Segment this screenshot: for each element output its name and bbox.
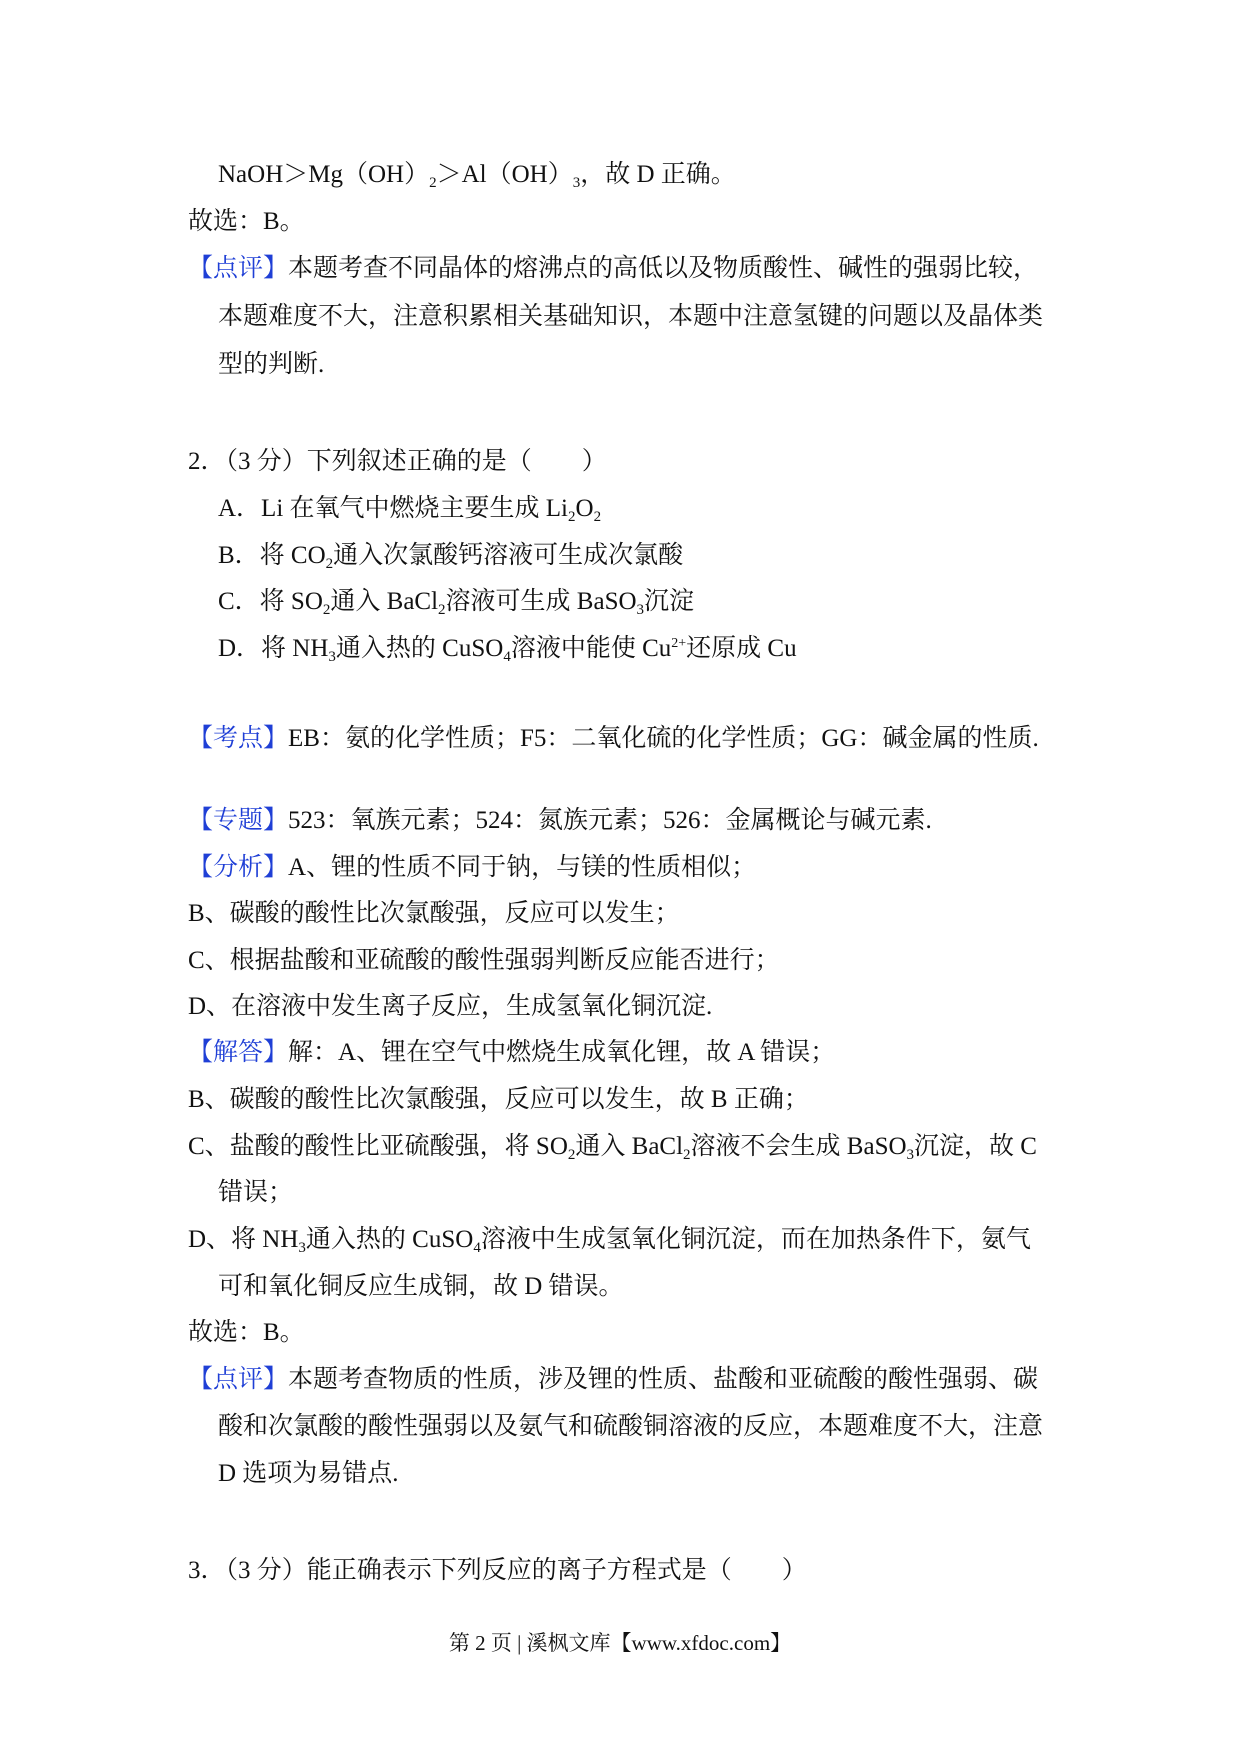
answer-choice-2: 故选：B。: [188, 1319, 305, 1346]
text: C．将 SO: [218, 588, 323, 615]
zhuanti-tag: 【专题】: [188, 807, 289, 834]
comment-text: 本题考查不同晶体的熔沸点的高低以及物质酸性、碱性的强弱比较，: [288, 255, 1039, 282]
fenxi-line-3: C、根据盐酸和亚硫酸的酸性强弱判断反应能否进行；: [188, 947, 780, 974]
text: 溶液不会生成 BaSO: [690, 1133, 907, 1160]
jieda-line-2: B、碳酸的酸性比次氯酸强，反应可以发生，故 B 正确；: [188, 1086, 809, 1113]
text: NaOH＞Mg（OH）: [218, 161, 430, 188]
text: 通入热的 CuSO: [335, 635, 504, 662]
jieda-tag: 【解答】: [188, 1039, 289, 1066]
jieda-line-4b: 可和氧化铜反应生成铜，故 D 错误。: [218, 1273, 624, 1300]
page-footer: 第 2 页 | 溪枫文库【www.xfdoc.com】: [448, 1631, 792, 1655]
subscript: 3: [298, 1240, 306, 1256]
text: 沉淀，故 C: [914, 1133, 1037, 1160]
question-3-stem: 3．（3 分）能正确表示下列反应的离子方程式是（ ）: [188, 1557, 807, 1584]
text: 溶液中能使 Cu: [510, 635, 672, 662]
subscript: 3: [906, 1147, 915, 1163]
text: 通入热的 CuSO: [305, 1226, 474, 1253]
superscript: 2+: [671, 636, 687, 651]
comment-2-line-3: D 选项为易错点.: [218, 1460, 399, 1487]
text: 溶液中生成氢氧化铜沉淀，而在加热条件下，氨气: [480, 1226, 1031, 1253]
subscript: 2: [683, 1147, 691, 1163]
fenxi-tag: 【分析】: [188, 854, 289, 881]
comment-line-3: 型的判断.: [218, 351, 325, 378]
jieda-line-4: [188, 1223, 1031, 1257]
conclusion-line: [218, 158, 736, 192]
text: D、将 NH: [188, 1226, 299, 1253]
text: C、盐酸的酸性比亚硫酸强，将 SO: [188, 1133, 568, 1160]
zhuanti-line: [188, 804, 932, 838]
subscript: 3: [328, 649, 336, 665]
comment-tag: 【点评】: [188, 1366, 289, 1393]
text: 溶液可生成 BaSO: [445, 588, 637, 615]
question-2-option-a: [218, 492, 601, 526]
fenxi-line-1: [188, 851, 756, 885]
text: ，故 D 正确。: [580, 161, 736, 188]
jieda-line-3: [188, 1130, 1037, 1164]
text: A．Li 在氧气中燃烧主要生成 Li: [218, 495, 568, 522]
text: 通入 BaCl: [575, 1133, 684, 1160]
zhuanti-text: 523：氧族元素；524：氮族元素；526：金属概论与碱元素.: [288, 807, 932, 834]
text: 通入 BaCl: [330, 588, 439, 615]
subscript: 3: [636, 602, 645, 618]
subscript: 2: [568, 509, 576, 525]
kaodian-line: [188, 722, 1039, 756]
comment-2-line-2: 酸和次氯酸的酸性强弱以及氨气和硫酸铜溶液的反应，本题难度不大，注意: [218, 1413, 1044, 1440]
fenxi-line-2: B、碳酸的酸性比次氯酸强，反应可以发生；: [188, 900, 680, 927]
text: D．将 NH: [218, 635, 329, 662]
text: ＞Al（OH）: [436, 161, 573, 188]
subscript: 2: [322, 602, 331, 618]
question-2-option-c: [218, 585, 694, 619]
subscript: 2: [438, 602, 446, 618]
comment-2-line-1: [188, 1363, 1038, 1397]
kaodian-tag: 【考点】: [188, 725, 289, 752]
subscript: 2: [593, 509, 602, 525]
fenxi-line-4: D、在溶液中发生离子反应，生成氢氧化铜沉淀.: [188, 993, 713, 1020]
question-2-option-b: [218, 539, 683, 573]
jieda-line-3b: 错误；: [218, 1179, 294, 1206]
text: 沉淀: [644, 588, 695, 615]
kaodian-text: EB：氨的化学性质；F5：二氧化硫的化学性质；GG：碱金属的性质.: [288, 725, 1039, 752]
subscript: 4: [503, 649, 511, 665]
text: 还原成 Cu: [686, 635, 797, 662]
subscript: 2: [325, 556, 334, 572]
comment-line-2: 本题难度不大，注意积累相关基础知识，本题中注意氢键的问题以及晶体类: [218, 303, 1044, 330]
text: 通入次氯酸钙溶液可生成次氯酸: [333, 542, 684, 569]
jieda-line-1: [188, 1036, 835, 1070]
subscript: 4: [473, 1240, 481, 1256]
text: B．将 CO: [218, 542, 326, 569]
comment-line-1: [188, 252, 1038, 286]
text: O: [575, 495, 594, 522]
fenxi-text: A、锂的性质不同于钠，与镁的性质相似；: [288, 854, 757, 881]
comment-tag: 【点评】: [188, 255, 289, 282]
subscript: 2: [429, 175, 437, 191]
question-2-option-d: [218, 632, 797, 666]
jieda-text: 解：A、锂在空气中燃烧生成氧化锂，故 A 错误；: [288, 1039, 836, 1066]
answer-choice: 故选：B。: [188, 208, 305, 235]
subscript: 3: [572, 175, 581, 191]
subscript: 2: [567, 1147, 576, 1163]
comment-text: 本题考查物质的性质，涉及锂的性质、盐酸和亚硫酸的酸性强弱、碳: [288, 1366, 1039, 1393]
question-2-stem: 2．（3 分）下列叙述正确的是（ ）: [188, 448, 607, 475]
